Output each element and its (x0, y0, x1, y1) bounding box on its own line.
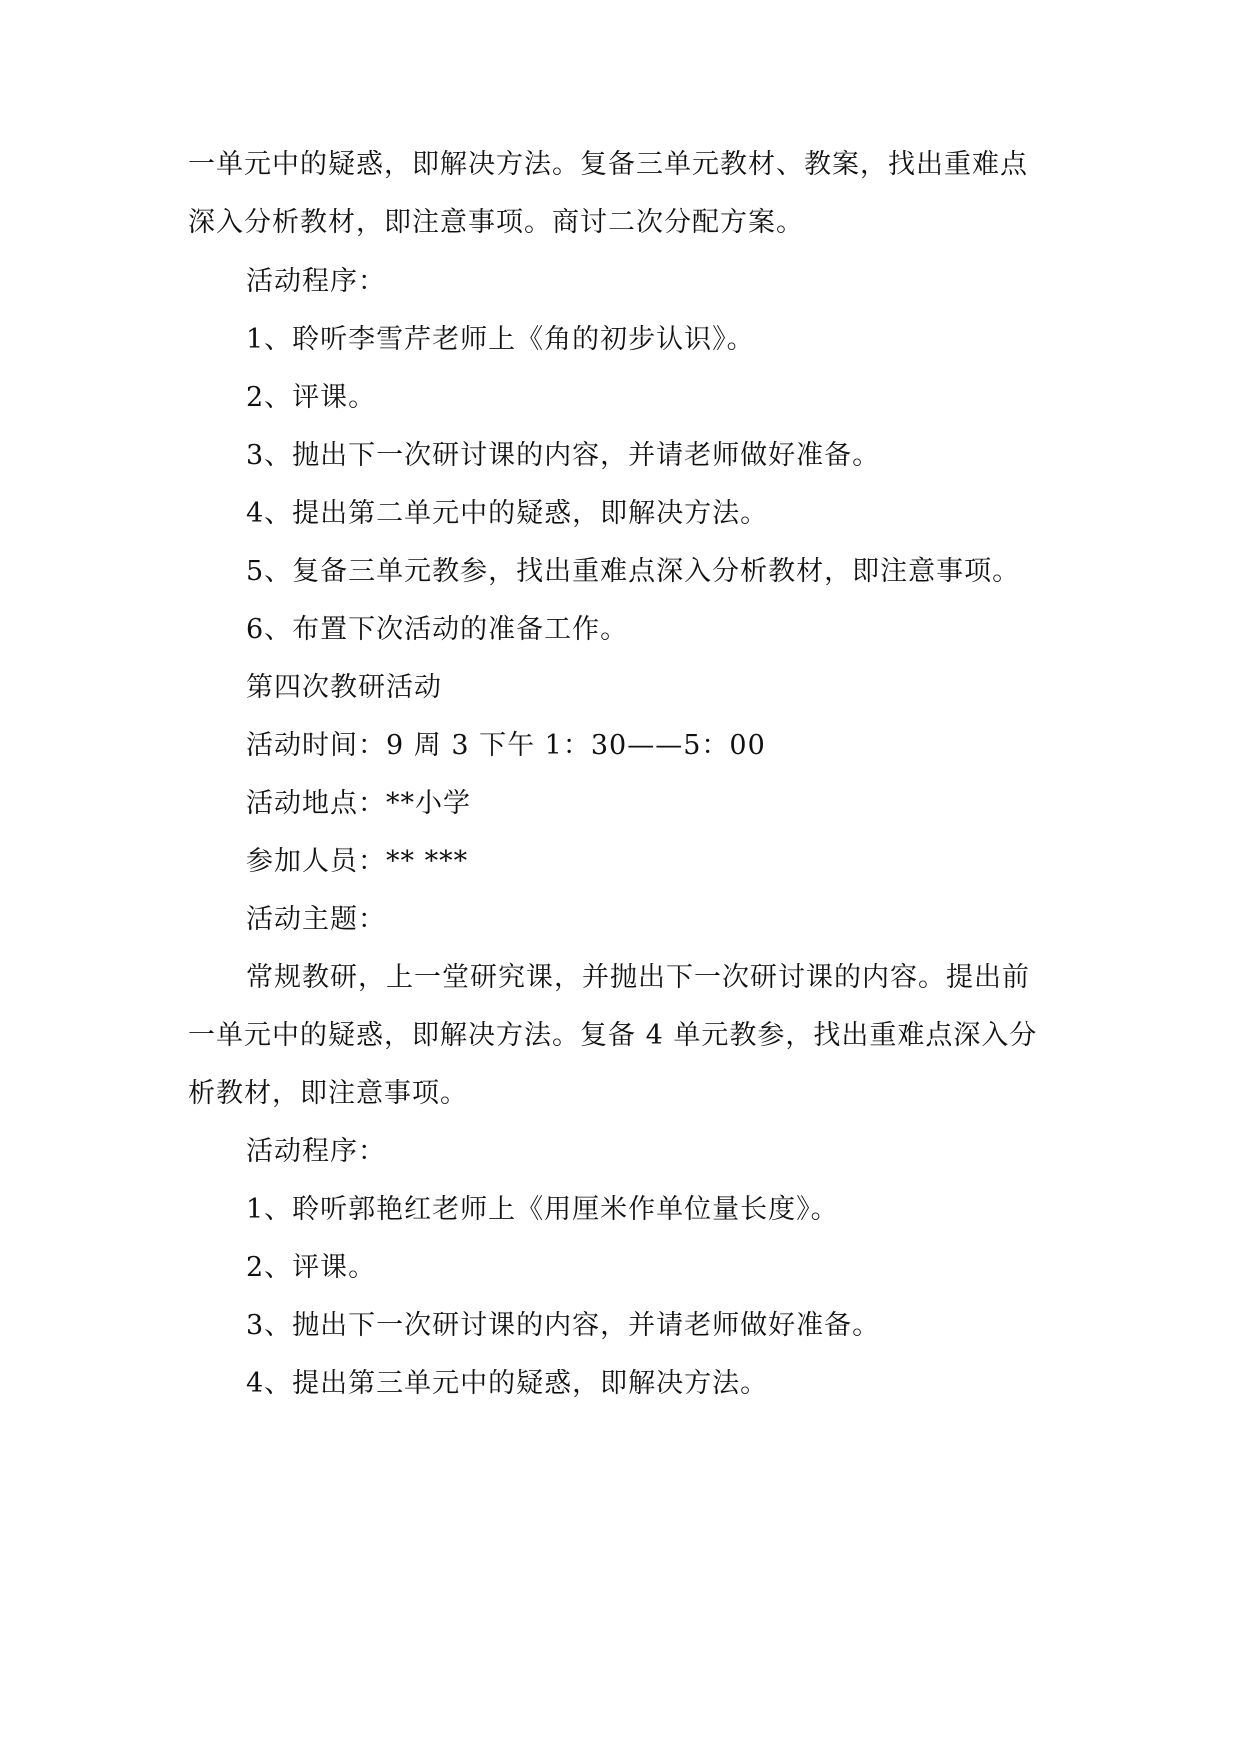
list-item: 3、抛出下一次研讨课的内容，并请老师做好准备。 (246, 440, 881, 471)
list-item: 6、布置下次活动的准备工作。 (246, 614, 629, 645)
section-heading: 活动程序： (246, 1136, 386, 1167)
list-item: 5、复备三单元教参，找出重难点深入分析教材，即注意事项。 (246, 556, 1021, 587)
paragraph-line: 一单元中的疑惑，即解决方法。复备 4 单元教参，找出重难点深入分 (188, 1020, 1038, 1051)
list-item: 3、抛出下一次研讨课的内容，并请老师做好准备。 (246, 1310, 881, 1341)
list-item: 1、聆听郭艳红老师上《用厘米作单位量长度》。 (246, 1194, 839, 1225)
list-item: 4、提出第二单元中的疑惑，即解决方法。 (246, 498, 769, 529)
paragraph-line: 析教材，即注意事项。 (188, 1078, 468, 1109)
section-heading: 活动主题： (246, 904, 386, 935)
paragraph-line: 常规教研，上一堂研究课，并抛出下一次研讨课的内容。提出前 (246, 962, 1030, 993)
paragraph-line: 一单元中的疑惑，即解决方法。复备三单元教材、教案，找出重难点 (188, 149, 1028, 180)
participants: 参加人员：** *** (246, 846, 469, 877)
paragraph-line: 深入分析教材，即注意事项。商讨二次分配方案。 (188, 207, 804, 238)
section-heading: 活动程序： (246, 266, 386, 297)
activity-location: 活动地点：**小学 (246, 788, 471, 819)
list-item: 4、提出第三单元中的疑惑，即解决方法。 (246, 1368, 769, 1399)
list-item: 2、评课。 (246, 1252, 377, 1283)
list-item: 2、评课。 (246, 382, 377, 413)
section-title: 第四次教研活动 (246, 672, 442, 703)
list-item: 1、聆听李雪芹老师上《角的初步认识》。 (246, 324, 755, 355)
activity-time: 活动时间：9 周 3 下午 1：30——5：00 (246, 730, 766, 761)
